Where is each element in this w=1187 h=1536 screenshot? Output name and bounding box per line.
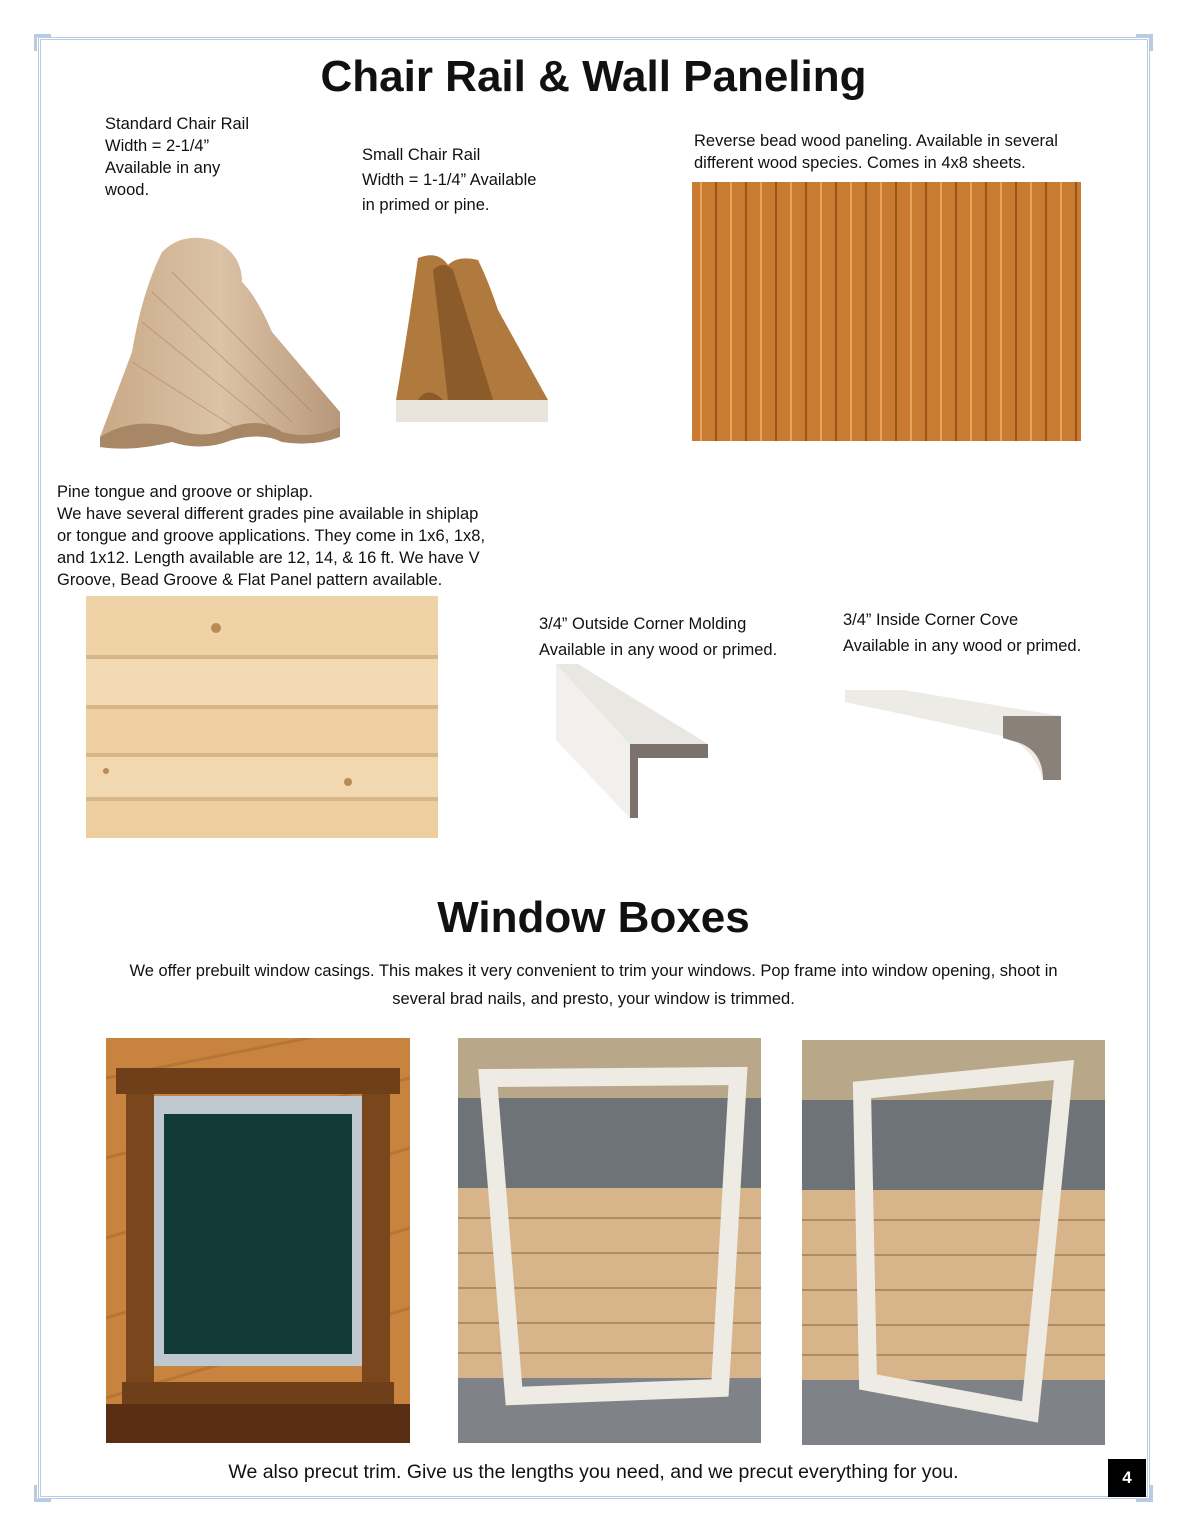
small-chair-rail-text: Small Chair Rail Width = 1-1/4” Available in primed or pine.	[362, 146, 537, 214]
window-casing-frame-photo-2	[802, 1040, 1105, 1445]
page-number: 4	[1108, 1459, 1146, 1497]
border-corner	[34, 1485, 51, 1502]
inside-corner-cove-image	[843, 686, 1063, 782]
reverse-bead-paneling-image	[692, 182, 1081, 441]
pine-tongue-groove-text: Pine tongue and groove or shiplap. We have several different grades pine available in shiplap or tongue and groove applications. They come in 1x6, 1x8, and 1x12. Length available are 12, 14, & 16 ft. We have V Groove, Bead Groove & Flat Panel pattern available.	[57, 483, 486, 589]
inside-corner-text: 3/4” Inside Corner Cove Available in any wood or primed.	[843, 611, 1082, 655]
finished-window-trim-photo	[106, 1038, 410, 1443]
window-boxes-description: We offer prebuilt window casings. This makes it very convenient to trim your windows. Pop frame into window opening, shoot in several brad nails, and presto, your window is trimmed.	[129, 962, 1058, 1008]
border-corner	[1136, 34, 1153, 51]
reverse-bead-text: Reverse bead wood paneling. Available in several different wood species. Comes in 4x8 sheets.	[694, 132, 1058, 172]
precut-trim-note: We also precut trim. Give us the lengths you need, and we precut everything for you.	[228, 1461, 959, 1483]
pine-shiplap-image	[86, 596, 438, 838]
outside-corner-text: 3/4” Outside Corner Molding Available in any wood or primed.	[539, 615, 778, 659]
section-title-chair-rail: Chair Rail & Wall Paneling	[320, 52, 867, 101]
border-corner	[34, 34, 51, 51]
outside-corner-molding-image	[548, 660, 713, 822]
small-chair-rail-image	[388, 250, 554, 430]
window-casing-frame-photo-1	[458, 1038, 761, 1443]
section-title-window-boxes: Window Boxes	[437, 893, 750, 942]
standard-chair-rail-image	[92, 232, 344, 452]
standard-chair-rail-text: Standard Chair Rail Width = 2-1/4” Available in any wood.	[105, 115, 249, 199]
